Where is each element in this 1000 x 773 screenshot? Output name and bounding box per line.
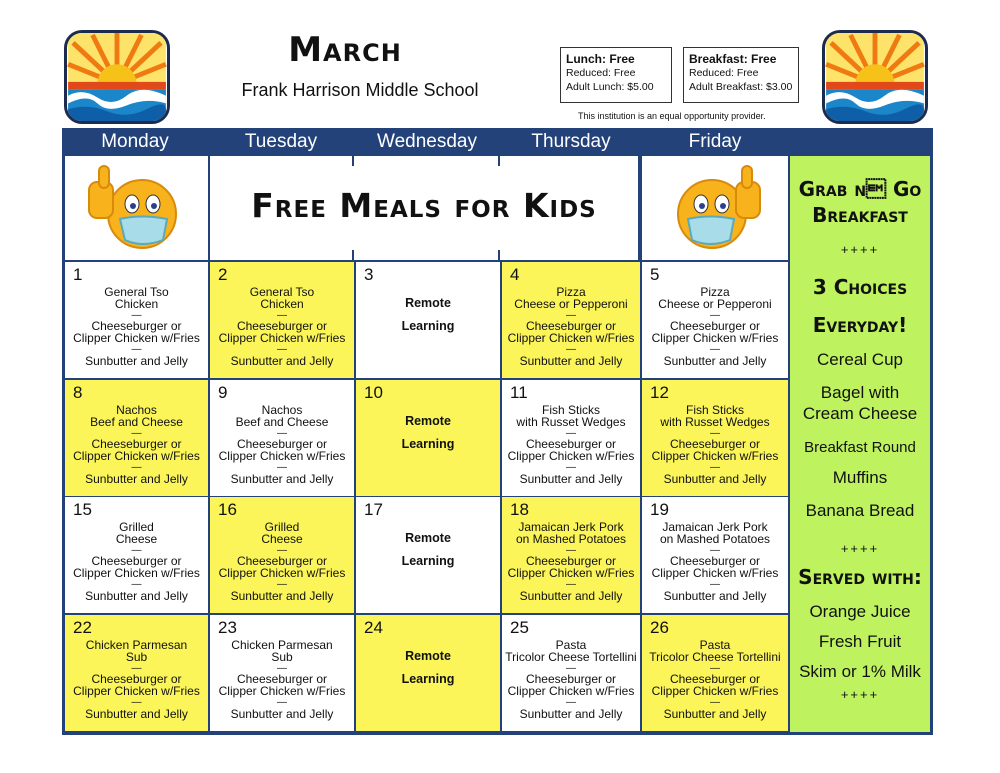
entree-line: General Tso: [249, 285, 315, 299]
alternate-line: Clipper Chicken w/Fries: [507, 331, 635, 345]
day-cell: [502, 497, 640, 613]
divider-dash: —: [277, 545, 287, 556]
everyday-title: Everyday!: [812, 313, 908, 337]
divider-dash: —: [566, 428, 576, 439]
divider-dash: —: [566, 663, 576, 674]
entree-line: Nachos: [116, 403, 157, 417]
alternate-entree: [642, 438, 788, 462]
learning-label: Learning: [401, 554, 455, 568]
alternate-line: Clipper Chicken w/Fries: [507, 566, 635, 580]
alternate-entree: [65, 438, 208, 462]
day-header-friday: Friday: [688, 131, 742, 152]
day-number: 23: [218, 618, 237, 637]
divider-dash: —: [566, 462, 576, 473]
day-number: 19: [650, 500, 669, 519]
day-cell: [210, 380, 354, 496]
day-cell: [210, 497, 354, 613]
learning-label: Learning: [401, 672, 455, 686]
alternate-entree: [210, 438, 354, 462]
day-number: 4: [510, 265, 520, 284]
day-cell: [65, 497, 208, 613]
entree: [210, 639, 354, 663]
sunbutter-jelly-option: Sunbutter and Jelly: [230, 589, 334, 603]
day-cell: [642, 380, 788, 496]
day-number: 8: [73, 383, 83, 402]
day-cell: [356, 615, 500, 731]
alternate-entree: [210, 673, 354, 697]
entree-line: Cheese or Pepperoni: [514, 297, 628, 311]
remote-learning-label: [356, 645, 500, 691]
alternate-entree: [502, 555, 640, 579]
day-number: 9: [218, 383, 228, 402]
entree-line: Sub: [125, 650, 148, 664]
entree-line: Fish Sticks: [685, 403, 744, 417]
divider-dash: —: [710, 310, 720, 321]
divider-dash: —: [131, 310, 142, 321]
entree: [210, 521, 354, 545]
lunch-heading: Lunch: Free: [566, 52, 635, 66]
sunbutter-jelly-option: Sunbutter and Jelly: [230, 472, 334, 486]
entree-line: Chicken: [114, 297, 159, 311]
day-number: 12: [650, 383, 669, 402]
divider-dash: —: [710, 579, 720, 590]
alternate-line: Cheeseburger or: [669, 672, 761, 686]
alternate-entree: [642, 673, 788, 697]
divider-dash: —: [131, 697, 142, 708]
entree-line: Cheese or Pepperoni: [658, 297, 772, 311]
day-cell: [502, 380, 640, 496]
day-header-thursday: Thursday: [531, 131, 611, 152]
alternate-line: Clipper Chicken w/Fries: [73, 684, 200, 698]
emoji-cell-left: [65, 156, 208, 260]
alternate-entree: [642, 555, 788, 579]
sunbutter-jelly-option: Sunbutter and Jelly: [230, 354, 334, 368]
learning-label: Learning: [401, 319, 455, 333]
alternate-entree: [210, 320, 354, 344]
day-number: 16: [218, 500, 237, 519]
alternate-line: Cheeseburger or: [669, 437, 761, 451]
divider-dash: —: [710, 462, 720, 473]
alternate-line: Cheeseburger or: [525, 672, 617, 686]
drink-item: Orange Juice: [809, 602, 911, 621]
entree-line: Pizza: [556, 285, 586, 299]
learning-label: Learning: [401, 437, 455, 451]
sunbutter-jelly-option: Sunbutter and Jelly: [663, 707, 767, 721]
alternate-line: Clipper Chicken w/Fries: [73, 449, 200, 463]
month-title: March: [288, 30, 402, 70]
sunbutter-jelly-option: Sunbutter and Jelly: [663, 589, 767, 603]
entree-line: Pizza: [700, 285, 730, 299]
sunbutter-jelly-option: Sunbutter and Jelly: [230, 707, 334, 721]
alternate-line: Cheeseburger or: [525, 554, 617, 568]
alternate-line: Clipper Chicken w/Fries: [218, 566, 346, 580]
drink-item: Skim or 1% Milk: [799, 662, 921, 681]
remote-label: Remote: [405, 649, 451, 663]
divider-dash: —: [277, 663, 287, 674]
alternate-line: Cheeseburger or: [525, 437, 617, 451]
divider-dash: —: [277, 344, 287, 355]
day-header-monday: Monday: [101, 131, 169, 152]
thumbs-up-masked-emoji-icon: [664, 164, 764, 254]
day-number: 26: [650, 618, 669, 637]
alternate-line: Cheeseburger or: [91, 672, 182, 686]
entree: [210, 404, 354, 428]
grab-n-go-title: Grab n Go: [798, 177, 922, 201]
sunbutter-jelly-option: Sunbutter and Jelly: [519, 589, 623, 603]
divider-dash: —: [131, 428, 142, 439]
divider-dash: —: [277, 697, 287, 708]
alternate-entree: [502, 673, 640, 697]
divider-dash: —: [277, 428, 287, 439]
served-with-title: Served with:: [798, 565, 922, 589]
breakfast-item: Muffins: [832, 468, 888, 487]
remote-label: Remote: [405, 296, 451, 310]
alternate-entree: [502, 438, 640, 462]
day-cell: [356, 380, 500, 496]
day-number: 22: [73, 618, 92, 637]
alternate-entree: [65, 320, 208, 344]
entree: [642, 286, 788, 310]
free-meals-banner-text: Free Meals for Kids: [251, 186, 597, 225]
breakfast-item: Bagel with: [820, 383, 900, 402]
divider-dash: —: [710, 663, 720, 674]
divider-dash: —: [277, 462, 287, 473]
breakfast-heading: Breakfast: Free: [689, 52, 777, 66]
lunch-adult: Adult Lunch: $5.00: [566, 81, 654, 93]
stars-divider: ++++: [840, 541, 880, 556]
sunbutter-jelly-option: Sunbutter and Jelly: [519, 707, 623, 721]
day-number: 5: [650, 265, 660, 284]
stars-divider: ++++: [840, 242, 880, 257]
breakfast-panel: [790, 156, 930, 732]
alternate-line: Cheeseburger or: [91, 554, 182, 568]
free-meals-banner: [210, 156, 638, 260]
day-cell: [502, 615, 640, 731]
entree-line: Tricolor Cheese Tortellini: [505, 650, 637, 664]
entree-line: with Russet Wedges: [516, 415, 626, 429]
alternate-line: Cheeseburger or: [669, 319, 761, 333]
alternate-line: Cheeseburger or: [669, 554, 761, 568]
day-number: 2: [218, 265, 228, 284]
divider-dash: —: [566, 545, 576, 556]
entree: [502, 521, 640, 545]
alternate-line: Cheeseburger or: [236, 319, 328, 333]
alternate-line: Cheeseburger or: [236, 672, 328, 686]
entree: [65, 404, 208, 428]
alternate-entree: [210, 555, 354, 579]
entree: [65, 521, 208, 545]
sunbutter-jelly-option: Sunbutter and Jelly: [663, 354, 767, 368]
alternate-line: Clipper Chicken w/Fries: [651, 566, 779, 580]
entree-line: Beef and Cheese: [90, 415, 183, 429]
entree-line: Grilled: [119, 520, 154, 534]
alternate-line: Cheeseburger or: [236, 437, 328, 451]
entree-line: Fish Sticks: [541, 403, 600, 417]
day-cell: [642, 262, 788, 378]
alternate-line: Clipper Chicken w/Fries: [218, 331, 346, 345]
entree-line: Pasta: [699, 638, 731, 652]
day-cell: [642, 615, 788, 731]
entree-line: Cheese: [261, 532, 303, 546]
entree-line: Pasta: [555, 638, 587, 652]
divider-dash: —: [131, 344, 142, 355]
entree-line: Nachos: [261, 403, 303, 417]
divider-dash: —: [131, 545, 142, 556]
day-header-wednesday: Wednesday: [377, 131, 477, 152]
menu-calendar: [62, 128, 933, 735]
remote-label: Remote: [405, 531, 451, 545]
day-cell: [65, 262, 208, 378]
school-logo-left: [64, 30, 170, 124]
equal-opportunity-note: This institution is an equal opportunity provider.: [578, 111, 766, 121]
emoji-cell-right: [642, 156, 788, 260]
alternate-line: Clipper Chicken w/Fries: [218, 684, 346, 698]
alternate-line: Clipper Chicken w/Fries: [507, 449, 635, 463]
remote-label: Remote: [405, 414, 451, 428]
day-cell: [356, 497, 500, 613]
sunbutter-jelly-option: Sunbutter and Jelly: [85, 589, 188, 603]
entree-line: Grilled: [264, 520, 300, 534]
alternate-line: Cheeseburger or: [525, 319, 617, 333]
breakfast-adult: Adult Breakfast: $3.00: [689, 81, 793, 93]
divider-dash: —: [710, 545, 720, 556]
entree: [210, 286, 354, 310]
lunch-price-box: [560, 47, 672, 103]
entree: [502, 404, 640, 428]
three-choices-title: 3 Choices: [812, 275, 908, 299]
entree-line: Beef and Cheese: [235, 415, 329, 429]
alternate-entree: [65, 555, 208, 579]
divider-dash: —: [131, 579, 142, 590]
divider-dash: —: [277, 579, 287, 590]
entree: [642, 521, 788, 545]
day-cell: [65, 615, 208, 731]
entree-line: Tricolor Cheese Tortellini: [649, 650, 781, 664]
day-number: 25: [510, 618, 529, 637]
alternate-line: Cheeseburger or: [91, 319, 182, 333]
sunbutter-jelly-option: Sunbutter and Jelly: [663, 472, 767, 486]
entree-line: Jamaican Jerk Pork: [662, 520, 768, 534]
school-logo-right: [822, 30, 928, 124]
alternate-line: Clipper Chicken w/Fries: [651, 331, 779, 345]
entree-line: Chicken Parmesan: [231, 638, 333, 652]
divider-dash: —: [710, 428, 720, 439]
entree: [502, 639, 640, 663]
breakfast-item: Cream Cheese: [802, 404, 918, 423]
entree-line: on Mashed Potatoes: [659, 532, 771, 546]
divider-dash: —: [566, 579, 576, 590]
sunbutter-jelly-option: Sunbutter and Jelly: [85, 472, 188, 486]
entree-line: Chicken Parmesan: [85, 638, 188, 652]
alternate-entree: [65, 673, 208, 697]
entree: [642, 639, 788, 663]
day-number: 3: [364, 265, 374, 284]
divider-dash: —: [566, 310, 576, 321]
breakfast-price-box: [683, 47, 799, 103]
day-number: 17: [364, 500, 383, 519]
divider-dash: —: [710, 344, 720, 355]
breakfast-item: Cereal Cup: [817, 350, 903, 369]
divider-dash: —: [710, 697, 720, 708]
day-cell: [210, 262, 354, 378]
entree: [65, 639, 208, 663]
alternate-entree: [642, 320, 788, 344]
remote-learning-label: [356, 410, 500, 456]
day-number: 15: [73, 500, 92, 519]
divider-dash: —: [131, 462, 142, 473]
thumbs-up-masked-emoji-icon: [87, 164, 187, 254]
day-cell: [642, 497, 788, 613]
entree: [502, 286, 640, 310]
day-number: 10: [364, 383, 383, 402]
day-number: 24: [364, 618, 383, 637]
alternate-line: Clipper Chicken w/Fries: [73, 566, 200, 580]
day-cell: [356, 262, 500, 378]
entree: [642, 404, 788, 428]
entree-line: Jamaican Jerk Pork: [518, 520, 624, 534]
school-name: Frank Harrison Middle School: [241, 80, 479, 100]
stars-divider: ++++: [840, 687, 880, 702]
divider-dash: —: [566, 344, 576, 355]
alternate-line: Clipper Chicken w/Fries: [73, 331, 200, 345]
entree-line: Cheese: [115, 532, 158, 546]
entree-line: General Tso: [104, 285, 169, 299]
alternate-line: Clipper Chicken w/Fries: [651, 684, 779, 698]
breakfast-item: Breakfast Round: [804, 439, 916, 456]
divider-dash: —: [566, 697, 576, 708]
divider-dash: —: [277, 310, 287, 321]
remote-learning-label: [356, 292, 500, 338]
alternate-line: Clipper Chicken w/Fries: [507, 684, 635, 698]
breakfast-title: Breakfast: [812, 203, 908, 227]
day-number: 1: [73, 265, 83, 284]
drink-item: Fresh Fruit: [818, 632, 902, 651]
entree-line: Chicken: [260, 297, 304, 311]
remote-learning-label: [356, 527, 500, 573]
entree: [65, 286, 208, 310]
divider-dash: —: [131, 663, 142, 674]
entree-line: on Mashed Potatoes: [515, 532, 627, 546]
sunset-waves-logo-icon: [67, 33, 167, 121]
sunbutter-jelly-option: Sunbutter and Jelly: [519, 472, 623, 486]
day-cell: [210, 615, 354, 731]
sunbutter-jelly-option: Sunbutter and Jelly: [519, 354, 623, 368]
sunbutter-jelly-option: Sunbutter and Jelly: [85, 354, 188, 368]
sunset-waves-logo-icon: [825, 33, 925, 121]
alternate-entree: [502, 320, 640, 344]
breakfast-item: Banana Bread: [805, 501, 915, 520]
day-number: 11: [510, 383, 528, 402]
entree-line: Sub: [271, 650, 293, 664]
lunch-reduced: Reduced: Free: [566, 67, 636, 79]
day-cell: [502, 262, 640, 378]
breakfast-reduced: Reduced: Free: [689, 67, 759, 79]
day-number: 18: [510, 500, 529, 519]
alternate-line: Cheeseburger or: [236, 554, 328, 568]
entree-line: with Russet Wedges: [660, 415, 770, 429]
day-cell: [65, 380, 208, 496]
alternate-line: Cheeseburger or: [91, 437, 182, 451]
sunbutter-jelly-option: Sunbutter and Jelly: [85, 707, 188, 721]
alternate-line: Clipper Chicken w/Fries: [218, 449, 346, 463]
day-header-tuesday: Tuesday: [244, 131, 318, 152]
alternate-line: Clipper Chicken w/Fries: [651, 449, 779, 463]
